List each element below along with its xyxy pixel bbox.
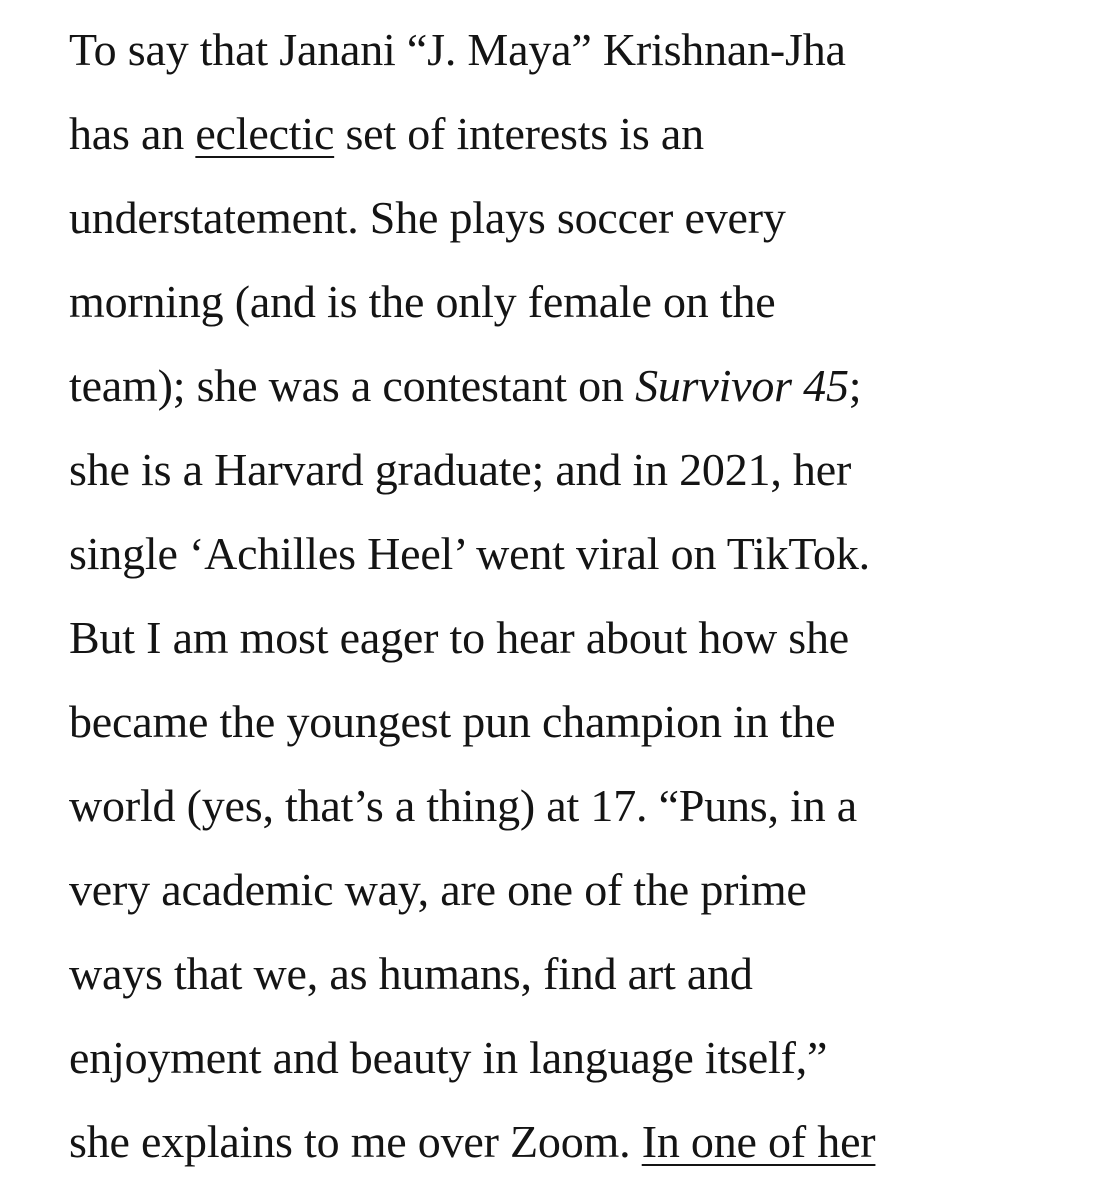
- line-text: she is a Harvard graduate; and in 2021, her: [69, 444, 852, 495]
- line-text-post: ;: [848, 360, 862, 411]
- paragraph-line-13: [69, 1028, 827, 1088]
- line-text-pre: has an: [69, 108, 196, 159]
- in-one-of-her-link[interactable]: In one of her: [641, 1116, 876, 1167]
- paragraph-line-5: [69, 356, 861, 416]
- line-text-post: set of interests is an: [334, 108, 704, 159]
- paragraph-line-1: [69, 20, 846, 80]
- line-text-pre: team); she was a contestant on: [69, 360, 636, 411]
- paragraph-line-4: [69, 272, 776, 332]
- line-text: understatement. She plays soccer every: [69, 192, 786, 243]
- paragraph-line-3: [69, 188, 786, 248]
- line-text: single ‘Achilles Heel’ went viral on TikTok.: [69, 528, 870, 579]
- line-text-pre: she explains to me over Zoom.: [69, 1116, 642, 1167]
- paragraph-line-11: [69, 860, 807, 920]
- paragraph-line-7: [69, 524, 870, 584]
- paragraph-line-6: [69, 440, 851, 500]
- show-title-italic: Survivor 45: [635, 360, 849, 411]
- line-text: very academic way, are one of the prime: [69, 864, 807, 915]
- paragraph-line-12: [69, 944, 753, 1004]
- paragraph-line-8: [69, 608, 849, 668]
- line-text: became the youngest pun champion in the: [69, 696, 836, 747]
- line-text: enjoyment and beauty in language itself,”: [69, 1032, 828, 1083]
- line-text: To say that Janani “J. Maya” Krishnan-Jha: [69, 24, 846, 75]
- line-text: ways that we, as humans, find art and: [69, 948, 753, 999]
- eclectic-link[interactable]: eclectic: [195, 108, 335, 159]
- paragraph-line-10: [69, 776, 857, 836]
- line-text: morning (and is the only female on the: [69, 276, 776, 327]
- paragraph-line-9: [69, 692, 835, 752]
- line-text: world (yes, that’s a thing) at 17. “Puns, in a: [69, 780, 858, 831]
- line-text: But I am most eager to hear about how she: [69, 612, 849, 663]
- paragraph-line-14: [69, 1112, 875, 1172]
- paragraph-line-2: [69, 104, 704, 164]
